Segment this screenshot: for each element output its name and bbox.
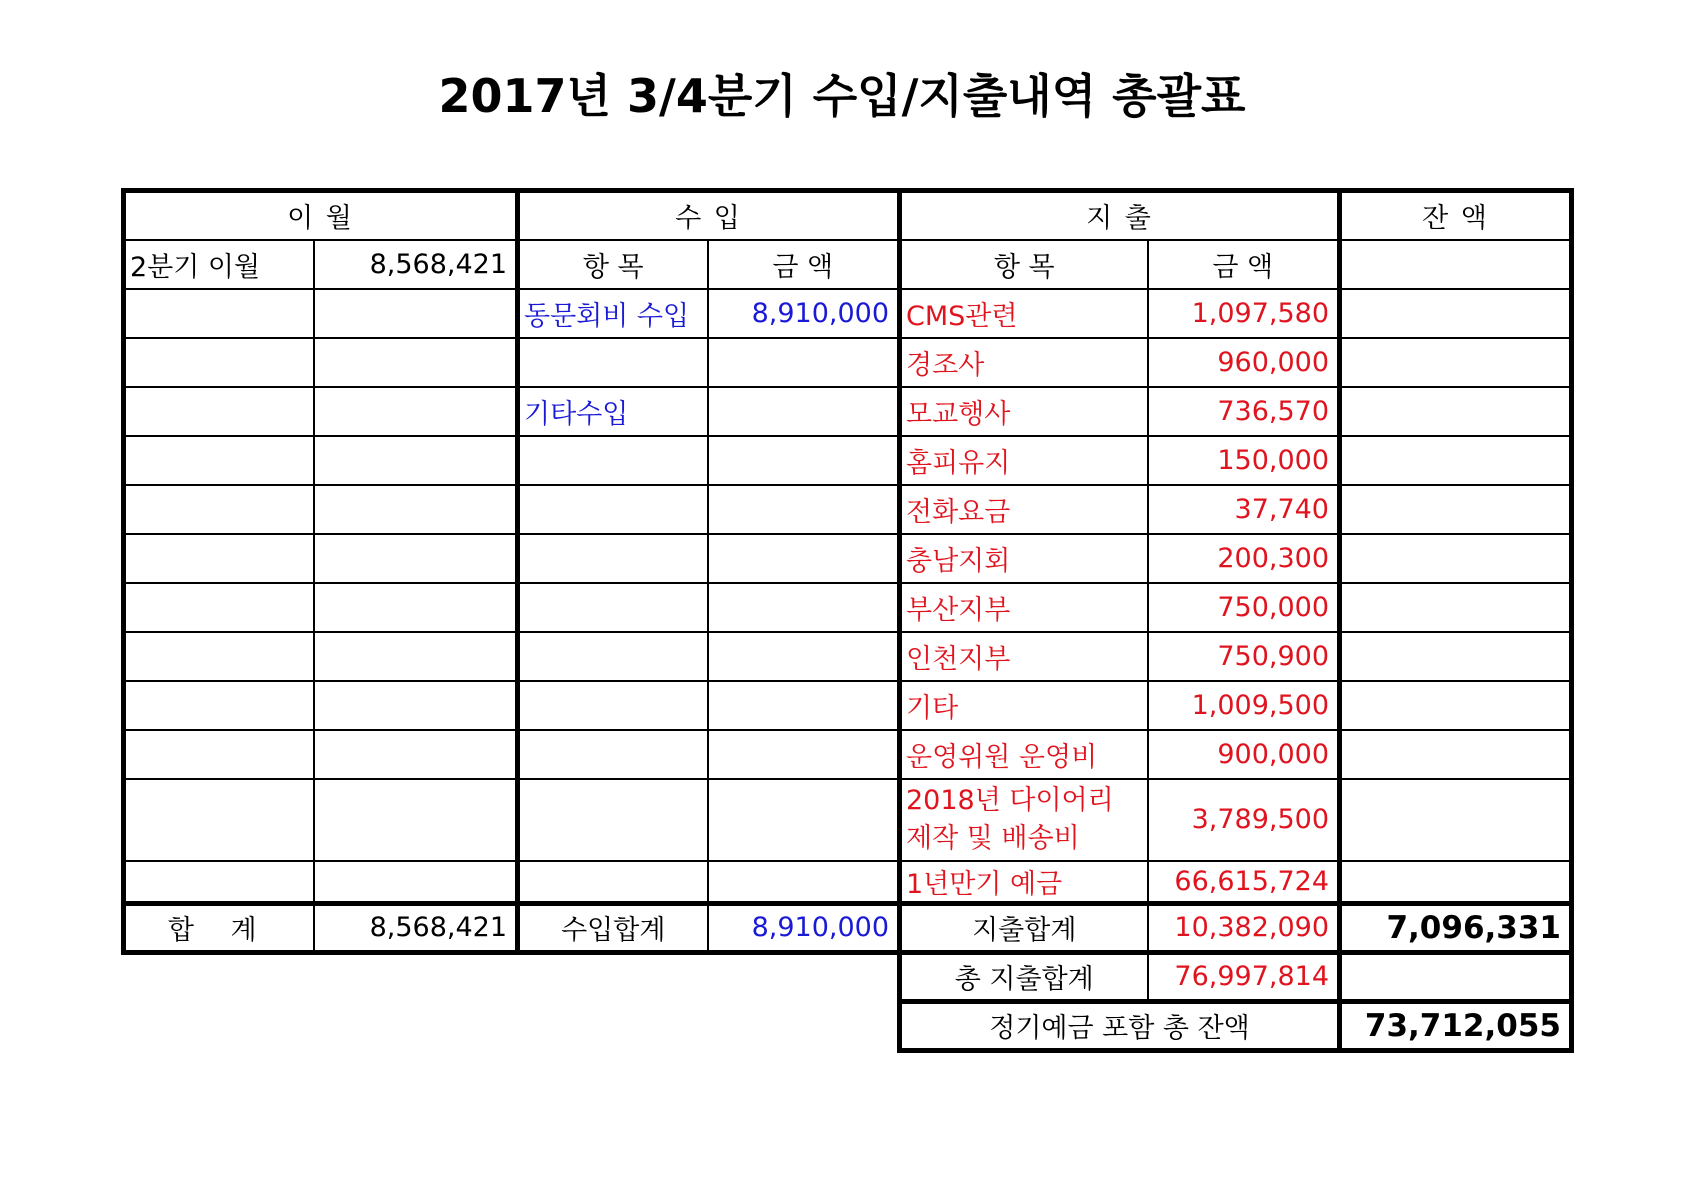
grand-balance-row [124,1001,1572,1050]
income-item-header: 항 목 [518,240,708,289]
header-balance: 잔 액 [1340,191,1572,240]
expense-amount: 900,000 [1148,730,1340,779]
table-row [124,338,1572,387]
subheader-row [124,240,1572,289]
income-item: 동문회비 수입 [518,289,708,338]
expense-amount: 750,000 [1148,583,1340,632]
expense-amount: 150,000 [1148,436,1340,485]
income-item [518,338,708,387]
grand-expense: 76,997,814 [1148,952,1340,1001]
grand-balance: 73,712,055 [1340,1001,1572,1050]
table-row [124,387,1572,436]
expense-item: 부산지부 [900,583,1148,632]
carryover-amount: 8,568,421 [314,240,518,289]
income-total: 8,910,000 [708,903,900,952]
income-item: 기타수입 [518,387,708,436]
expense-item: 충남지회 [900,534,1148,583]
expense-item: 기타 [900,681,1148,730]
grand-expense-label: 총 지출합계 [900,952,1148,1001]
expense-amount: 1,097,580 [1148,289,1340,338]
table-row [124,583,1572,632]
table-row [124,485,1572,534]
table-row [124,534,1572,583]
table-row [124,779,1572,861]
expense-item-line1: 2018년 다이어리 [906,784,1114,816]
expense-total: 10,382,090 [1148,903,1340,952]
expense-amount: 1,009,500 [1148,681,1340,730]
table-row [124,436,1572,485]
header-income: 수 입 [518,191,900,240]
expense-item: 홈피유지 [900,436,1148,485]
carryover-total: 8,568,421 [314,903,518,952]
expense-amount: 960,000 [1148,338,1340,387]
income-amount-header: 금 액 [708,240,900,289]
summary-table [121,188,1574,1053]
balance-cell [1340,240,1572,289]
expense-item-line2: 제작 및 배송비 [906,822,1080,854]
expense-total-label: 지출합계 [900,903,1148,952]
header-carryover: 이 월 [124,191,518,240]
income-total-label: 수입합계 [518,903,708,952]
sum-label: 합 계 [124,903,314,952]
header-row [124,191,1572,240]
table-row [124,289,1572,338]
expense-amount-header: 금 액 [1148,240,1340,289]
income-amount: 8,910,000 [708,289,900,338]
expense-amount: 200,300 [1148,534,1340,583]
table-row [124,681,1572,730]
expense-amount: 66,615,724 [1148,861,1340,904]
expense-item [900,779,1148,861]
grand-expense-row [124,952,1572,1001]
expense-amount: 3,789,500 [1148,779,1340,861]
grand-balance-label: 정기예금 포함 총 잔액 [900,1001,1340,1050]
page-title: 2017년 3/4분기 수입/지출내역 총괄표 [438,69,1246,123]
table-row [124,730,1572,779]
expense-item: 전화요금 [900,485,1148,534]
expense-item: 경조사 [900,338,1148,387]
totals-row [124,903,1572,952]
expense-item: 운영위원 운영비 [900,730,1148,779]
income-amount [708,338,900,387]
expense-item: 모교행사 [900,387,1148,436]
table-row [124,861,1572,904]
balance-total: 7,096,331 [1340,903,1572,952]
expense-item: CMS관련 [900,289,1148,338]
header-expense: 지 출 [900,191,1340,240]
expense-item: 1년만기 예금 [900,861,1148,904]
carryover-label: 2분기 이월 [124,240,314,289]
expense-item-header: 항 목 [900,240,1148,289]
expense-amount: 37,740 [1148,485,1340,534]
expense-item: 인천지부 [900,632,1148,681]
table-row [124,632,1572,681]
expense-amount: 736,570 [1148,387,1340,436]
income-amount [708,387,900,436]
expense-amount: 750,900 [1148,632,1340,681]
